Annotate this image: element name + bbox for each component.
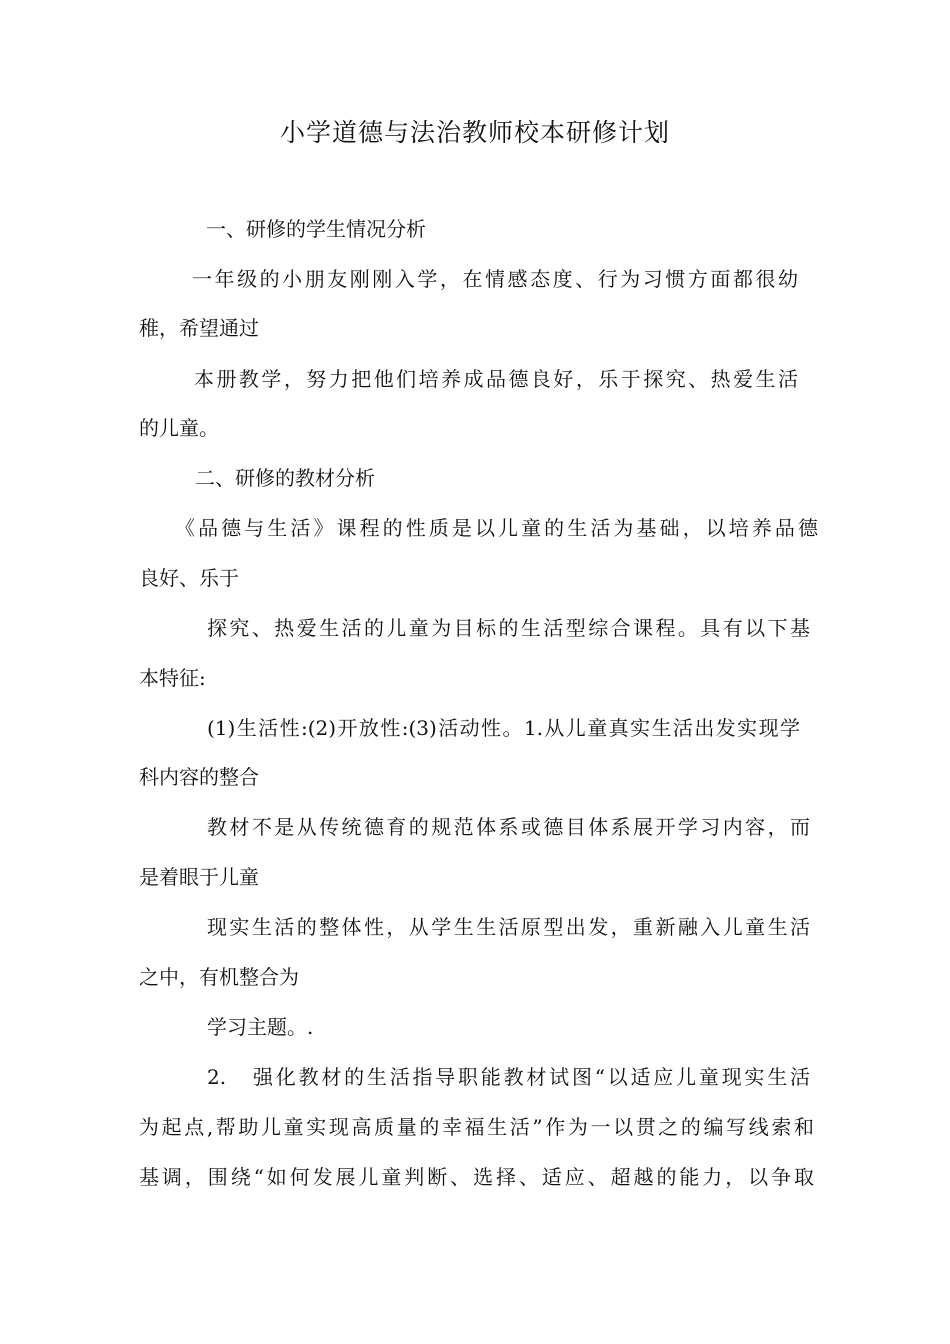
paragraph-line: 学习主题。. — [207, 1015, 314, 1039]
paragraph-line: 一年级的小朋友刚刚入学，在情感态度、行为习惯方面都很幼 — [192, 267, 798, 291]
paragraph-line: 本特征: — [139, 666, 206, 690]
paragraph-line: (1)生活性:(2)开放性:(3)活动性。1.从儿童真实生活出发实现学 — [207, 716, 800, 740]
paragraph-line: 本册教学，努力把他们培养成品德良好，乐于探究、热爱生活 — [194, 367, 798, 391]
document-title: 小学道德与法治教师校本研修计划 — [279, 118, 670, 147]
paragraph-line: 现实生活的整体性，从学生生活原型出发，重新融入儿童生活 — [207, 915, 810, 939]
section-heading-textbook-analysis: 二、研修的教材分析 — [195, 466, 375, 490]
paragraph-line: 探究、热爱生活的儿童为目标的生活型综合课程。具有以下基 — [207, 616, 810, 640]
paragraph-line: 良好、乐于 — [139, 566, 239, 590]
paragraph-line: 为起点,帮助儿童实现高质量的幸福生活”作为一以贯之的编写线索和 — [139, 1115, 814, 1139]
paragraph-line: 强化教材的生活指导职能教材试图“以适应儿童现实生活 — [253, 1065, 810, 1089]
paragraph-line: 是着眼于儿童 — [139, 865, 259, 889]
paragraph-line: 之中，有机整合为 — [139, 965, 299, 989]
paragraph-line: 基调，围绕“如何发展儿童判断、选择、适应、超越的能力，以争取 — [139, 1165, 814, 1189]
list-item-number: 2. — [207, 1065, 227, 1089]
paragraph-line: 的儿童。 — [139, 416, 219, 440]
paragraph-line: 《品德与生活》课程的性质是以儿童的生活为基础，以培养品德 — [175, 516, 818, 540]
section-heading-student-analysis: 一、研修的学生情况分析 — [206, 217, 426, 241]
paragraph-line: 教材不是从传统德育的规范体系或德目体系展开学习内容，而 — [207, 815, 810, 839]
paragraph-line: 科内容的整合 — [139, 765, 259, 789]
paragraph-line: 稚，希望通过 — [139, 316, 259, 340]
